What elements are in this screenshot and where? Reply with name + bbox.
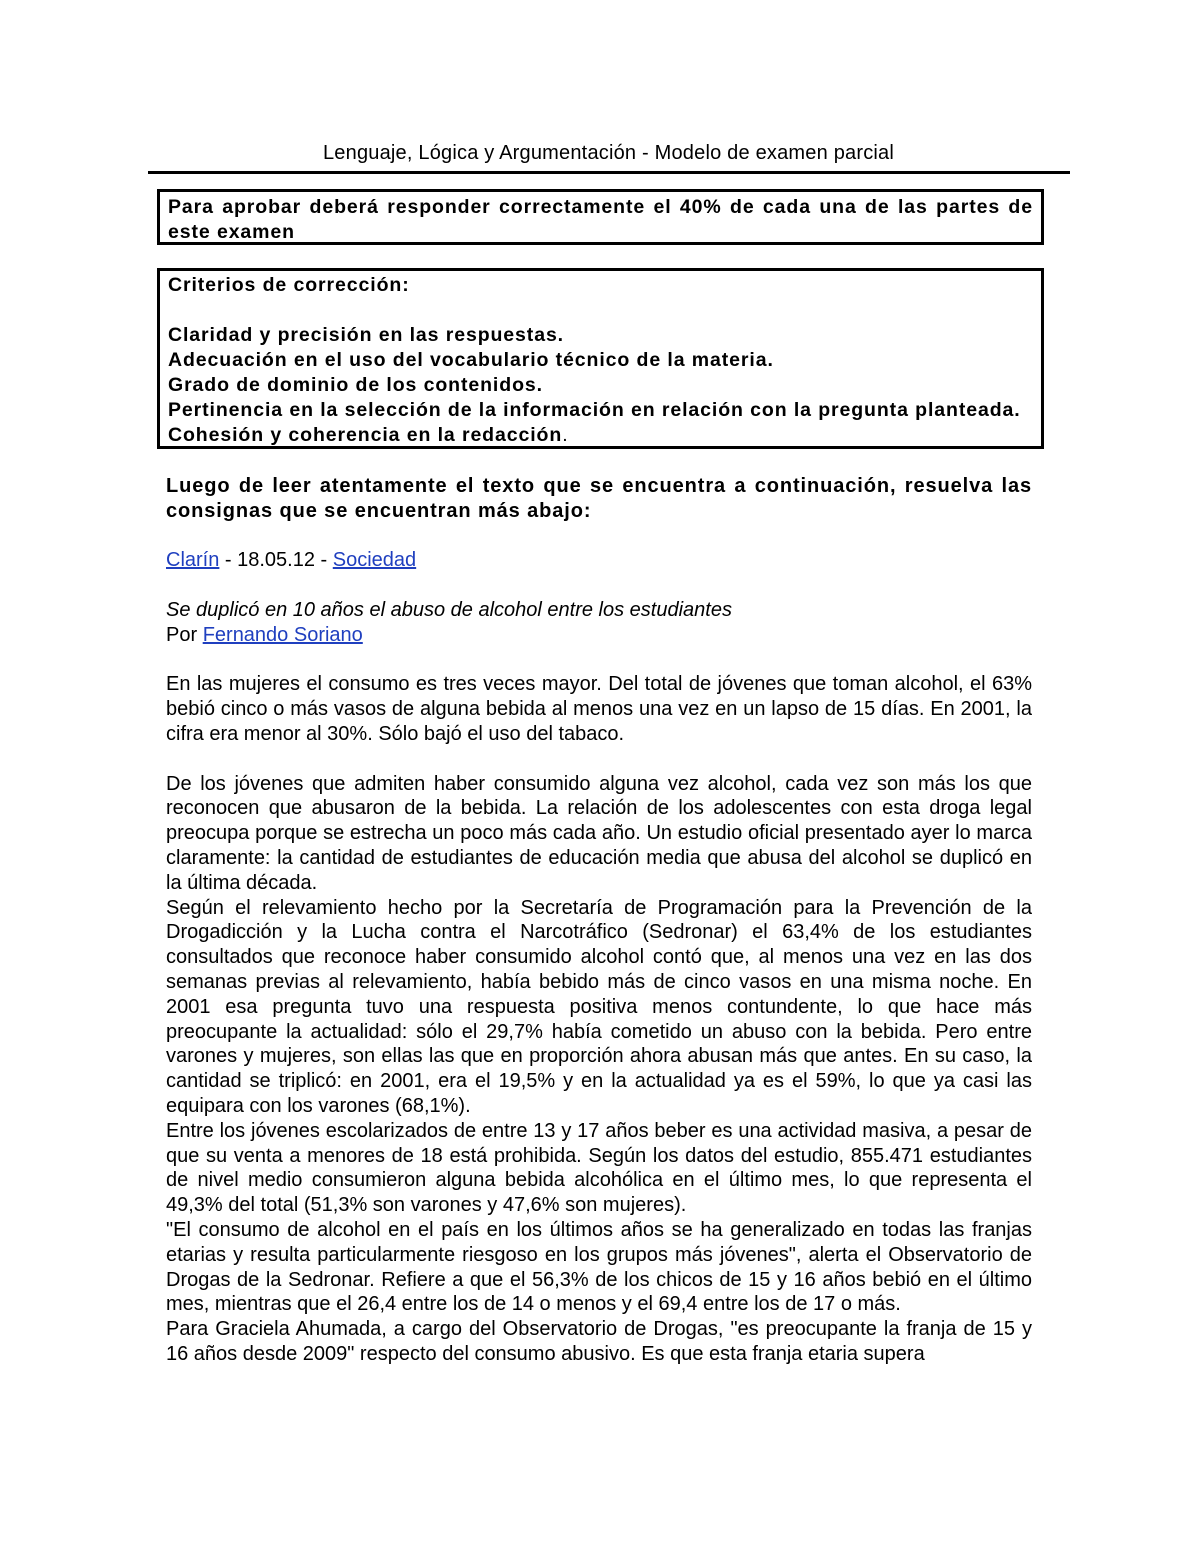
grading-criteria-box (157, 268, 1044, 449)
header-divider (148, 171, 1070, 174)
criteria-spacer (168, 298, 1033, 323)
criteria-item-text: Cohesión y coherencia en la redacción (168, 424, 563, 446)
criteria-item-last (168, 423, 1033, 448)
criteria-item: Pertinencia en la selección de la información en relación con la pregunta planteada. (168, 399, 1021, 421)
exam-instruction: Luego de leer atentamente el texto que se encuentra a continuación, resuelva las consignas que se encuentran más abajo: (166, 475, 1032, 522)
article-title: Se duplicó en 10 años el abuso de alcohol entre los estudiantes (166, 598, 732, 621)
spacer (166, 747, 1032, 772)
criteria-heading: Criterios de corrección: (168, 274, 410, 296)
article-paragraph: "El consumo de alcohol en el país en los últimos años se ha generalizado en todas las franjas etarias y resulta particularmente riesgoso en los grupos más jóvenes", alerta el Observatorio de Drogas de la Sedronar. Refiere a que el 56,3% de los chicos de 15 y 16 años bebió en el último mes, mientras que el 26,4 entre los de 14 o menos y el 69,4 entre los de 17 o más. (166, 1218, 1032, 1316)
byline-prefix: Por (166, 623, 203, 646)
criteria-item: Claridad y precisión en las respuestas. (168, 324, 565, 346)
newspaper-link[interactable]: Clarín (166, 549, 220, 572)
article-lead: En las mujeres el consumo es tres veces mayor. Del total de jóvenes que toman alcohol, el 63% bebió cinco o más vasos de alguna bebida al menos una vez en un lapso de 15 días. En 2001, la cifra era menor al 30%. Sólo bajó el uso del tabaco. (166, 673, 1032, 745)
approval-requirement-box (157, 189, 1044, 245)
author-link[interactable]: Fernando Soriano (202, 623, 363, 646)
article-source-line (166, 548, 1032, 573)
main-content (166, 474, 1032, 1367)
criteria-item: Adecuación en el uso del vocabulario técnico de la materia. (168, 349, 774, 371)
approval-requirement-text: Para aprobar deberá responder correctamente el 40% de cada una de las partes de este examen (168, 196, 1033, 243)
article-paragraph: De los jóvenes que admiten haber consumido alguna vez alcohol, cada vez son más los que reconocen que abusaron de la bebida. La relación de los adolescentes con esta droga legal preocupa porque se estrecha un poco más cada año. Un estudio oficial presentado ayer lo marca claramente: la cantidad de estudiantes de educación media que abusa del alcohol se duplicó en la última década. (166, 772, 1032, 894)
article-paragraph: Para Graciela Ahumada, a cargo del Observatorio de Drogas, "es preocupante la franja de 15 y 16 años desde 2009" respecto del consumo abusivo. Es que esta franja etaria supera (166, 1318, 1032, 1365)
section-link[interactable]: Sociedad (332, 549, 417, 572)
spacer (166, 573, 1032, 598)
article-byline (166, 623, 1032, 648)
article-paragraph: Entre los jóvenes escolarizados de entre 13 y 17 años beber es una actividad masiva, a pesar de que su venta a menores de 18 está prohibida. Según los datos del estudio, 855.471 estudiantes de nivel medio consumieron alguna bebida alcohólica en el último mes, lo que representa el 49,3% del total (51,3% son varones y 47,6% son mujeres). (166, 1119, 1032, 1217)
criteria-item: Grado de dominio de los contenidos. (168, 374, 543, 396)
spacer (166, 648, 1032, 673)
criteria-item-period: . (562, 424, 569, 446)
source-date: - 18.05.12 - (219, 549, 333, 572)
spacer (166, 524, 1032, 549)
article-paragraph: Según el relevamiento hecho por la Secretaría de Programación para la Prevención de la Drogadicción y la Lucha contra el Narcotráfico (Sedronar) el 63,4% de los estudiantes consultados que reconoce haber consumido alcohol contó que, al menos una vez en las dos semanas previas al relevamiento, había bebido más de cinco vasos en una misma noche. En 2001 esa pregunta tuvo una respuesta positiva menos contundente, lo que hace más preocupante la actualidad: sólo el 29,7% había cometido un abuso con la bebida. Pero entre varones y mujeres, son ellas las que en proporción ahora abusan más que antes. En su caso, la cantidad se triplicó: en 2001, era el 19,5% y en la actualidad ya es el 59%, lo que ya casi las equipara con los varones (68,1%). (166, 896, 1032, 1117)
page-header-title: Lenguaje, Lógica y Argumentación - Modelo de examen parcial (322, 142, 895, 164)
